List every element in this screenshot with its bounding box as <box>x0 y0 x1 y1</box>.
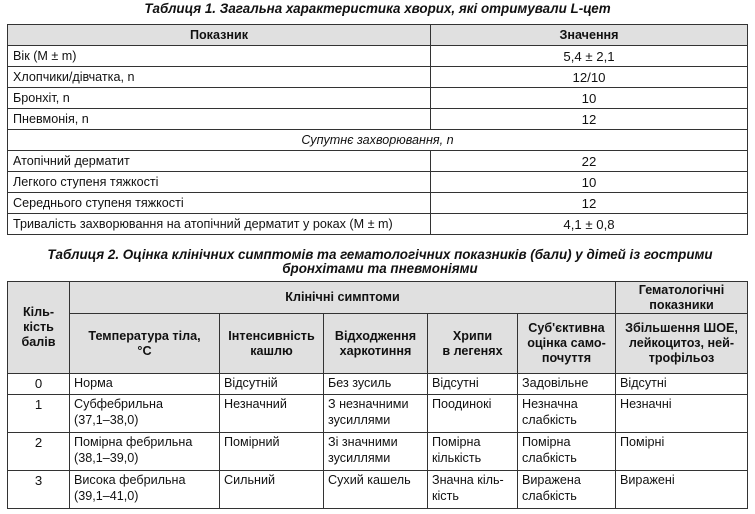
row-label: Вік (M ± m) <box>8 46 431 67</box>
table-row <box>8 109 748 130</box>
header-line: Суб'єктивна <box>528 321 605 335</box>
row-label: Середнього ступеня тяжкості <box>8 193 431 214</box>
cell-line: кість <box>432 488 459 503</box>
header-line: кашлю <box>250 343 293 358</box>
cell <box>220 374 324 395</box>
row-value: 10 <box>431 172 748 193</box>
cell-line: Сухий кашель <box>328 473 411 487</box>
cell-line: зусиллями <box>328 412 391 427</box>
table2-column-header-row <box>8 314 748 374</box>
cell <box>428 395 518 433</box>
row-value: 5,4 ± 2,1 <box>431 46 748 67</box>
cell <box>324 374 428 395</box>
cell-line: Відсутній <box>224 376 278 390</box>
cell <box>70 374 220 395</box>
cell-line: Помірна <box>432 435 481 449</box>
cell <box>220 433 324 471</box>
row-label: Тривалість захворювання на атопічний дерматит у роках (M ± m) <box>8 214 431 235</box>
row-label: Атопічний дерматит <box>8 151 431 172</box>
score-cell: 0 <box>8 374 70 395</box>
table1-header-row <box>8 25 748 46</box>
table1-header-value: Значення <box>431 25 748 46</box>
row-value: 12 <box>431 109 748 130</box>
table1-caption: Таблиця 1. Загальна характеристика хворих, які отримували L-цет <box>144 1 611 16</box>
header-line: показники <box>649 297 714 312</box>
cell-line: слабкість <box>522 450 577 465</box>
table-row <box>8 151 748 172</box>
score-header <box>8 282 70 374</box>
cell <box>518 374 616 395</box>
header-line: харкотиння <box>339 343 412 358</box>
cell-line: Зі значними <box>328 435 398 449</box>
cell-line: Значна кіль- <box>432 473 504 487</box>
score-cell: 3 <box>8 471 70 509</box>
header-line: Гематологічні <box>638 282 725 297</box>
cough-header <box>220 314 324 374</box>
cell-line: Поодинокі <box>432 397 492 411</box>
cell <box>70 433 220 471</box>
cell <box>324 395 428 433</box>
row-label: Хлопчики/дівчатка, n <box>8 67 431 88</box>
table2-caption-line: бронхітами та пневмоніями <box>282 261 478 277</box>
header-line: кість <box>23 320 54 334</box>
cell-line: (37,1–38,0) <box>74 412 139 427</box>
table-row <box>8 172 748 193</box>
cell-line: слабкість <box>522 488 577 503</box>
comorbidity-subheader: Супутнє захворювання, n <box>8 130 748 151</box>
table-row <box>8 395 748 433</box>
header-line: почуття <box>541 351 592 365</box>
cell-line: Висока фебрильна <box>74 473 186 487</box>
cell <box>70 471 220 509</box>
temperature-header <box>70 314 220 374</box>
cell <box>518 395 616 433</box>
table2-group-header-row <box>8 282 748 314</box>
header-line: °С <box>137 343 152 358</box>
cell <box>324 433 428 471</box>
table-row <box>8 471 748 509</box>
header-line: Збільшення ШОЕ, <box>625 321 738 335</box>
score-cell: 2 <box>8 433 70 471</box>
row-value: 10 <box>431 88 748 109</box>
cell-line: Субфебрильна <box>74 397 163 411</box>
cell-line: слабкість <box>522 412 577 427</box>
cell-line: Відсутні <box>620 376 667 390</box>
clinical-symptoms-header: Клінічні симптоми <box>70 282 616 314</box>
cell-line: Виражена <box>522 473 581 487</box>
cell-line: (38,1–39,0) <box>74 450 139 465</box>
rales-header <box>428 314 518 374</box>
header-line: Температура тіла, <box>88 328 201 343</box>
esr-header <box>616 314 748 374</box>
hematology-header <box>616 282 748 314</box>
row-label: Бронхіт, n <box>8 88 431 109</box>
table2-caption <box>30 248 730 277</box>
table-row <box>8 433 748 471</box>
cell-line: Задовільне <box>522 376 589 390</box>
table1-subheader-row <box>8 130 748 151</box>
cell <box>518 433 616 471</box>
header-line: трофільоз <box>648 351 715 365</box>
cell-line: Норма <box>74 376 113 390</box>
cell <box>616 471 748 509</box>
cell <box>428 471 518 509</box>
cell-line: Помірні <box>620 435 665 449</box>
score-cell: 1 <box>8 395 70 433</box>
cell-line: Без зусиль <box>328 376 392 390</box>
table2-caption-line: Таблиця 2. Оцінка клінічних симптомів та гематологічних показників (бали) у дітей із гострими <box>47 247 713 262</box>
cell-line: кількість <box>432 450 482 465</box>
header-line: оцінка само- <box>527 336 606 350</box>
wellbeing-header <box>518 314 616 374</box>
sputum-header <box>324 314 428 374</box>
row-label: Пневмонія, n <box>8 109 431 130</box>
table1-header-indicator: Показник <box>8 25 431 46</box>
cell <box>518 471 616 509</box>
table-row <box>8 214 748 235</box>
table-row <box>8 67 748 88</box>
table-row <box>8 88 748 109</box>
cell-line: Помірна <box>522 435 571 449</box>
row-label: Легкого ступеня тяжкості <box>8 172 431 193</box>
header-line: в легенях <box>442 343 503 358</box>
row-value: 22 <box>431 151 748 172</box>
cell <box>616 395 748 433</box>
cell <box>428 433 518 471</box>
cell <box>70 395 220 433</box>
table1 <box>7 24 748 235</box>
cell-line: З незначними <box>328 397 409 411</box>
header-line: Інтенсивність <box>228 328 315 343</box>
cell-line: зусиллями <box>328 450 391 465</box>
cell-line: (39,1–41,0) <box>74 488 139 503</box>
header-line: Кіль- <box>22 305 55 319</box>
table-row <box>8 374 748 395</box>
row-value: 12 <box>431 193 748 214</box>
table-row <box>8 46 748 67</box>
cell <box>220 395 324 433</box>
cell-line: Помірний <box>224 435 280 449</box>
header-line: Хрипи <box>452 328 493 343</box>
cell-line: Виражені <box>620 473 675 487</box>
header-line: Відходження <box>334 328 417 343</box>
cell-line: Незначна <box>522 397 578 411</box>
cell-line: Помірна фебрильна <box>74 435 193 449</box>
header-line: балів <box>21 335 56 349</box>
header-line: лейкоцитоз, ней- <box>628 336 735 350</box>
cell-line: Незначні <box>620 397 672 411</box>
cell <box>616 374 748 395</box>
cell <box>220 471 324 509</box>
cell-line: Сильний <box>224 473 276 487</box>
row-value: 4,1 ± 0,8 <box>431 214 748 235</box>
cell-line: Відсутні <box>432 376 479 390</box>
cell-line: Незначний <box>224 397 287 411</box>
table-row <box>8 193 748 214</box>
row-value: 12/10 <box>431 67 748 88</box>
cell <box>324 471 428 509</box>
table2 <box>7 281 748 509</box>
cell <box>428 374 518 395</box>
cell <box>616 433 748 471</box>
